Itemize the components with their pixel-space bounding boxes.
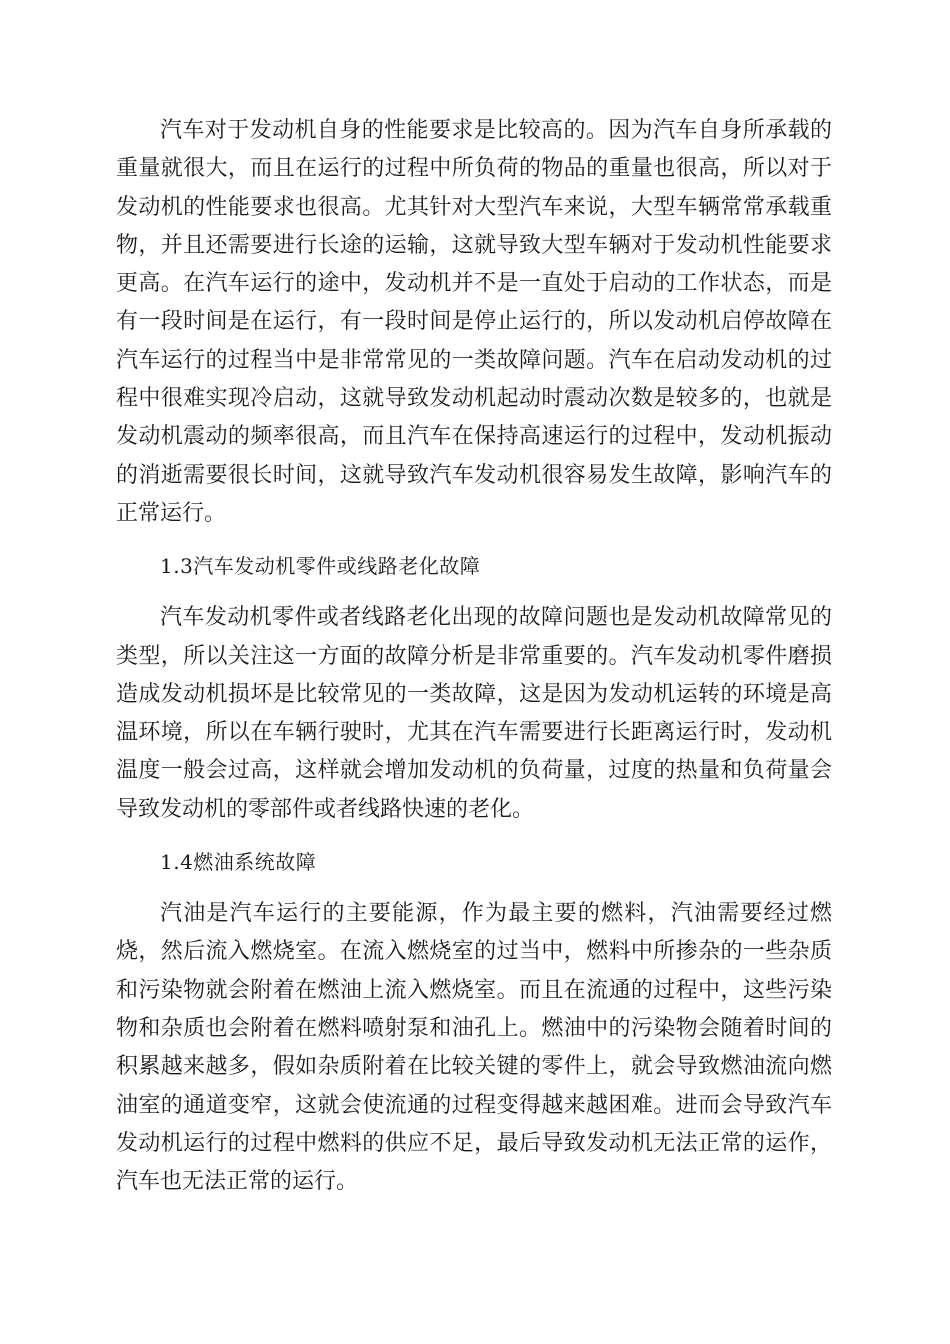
- paragraph-engine-performance: 汽车对于发动机自身的性能要求是比较高的。因为汽车自身所承载的重量就很大，而且在运行的过程中所负荷的物品的重量也很高，所以对于发动机的性能要求也很高。尤其针对大型汽车来说，大型车辆常常承载重物，并且还需要进行长途的运输，这就导致大型车辆对于发动机性能要求更高。在汽车运行的途中，发动机并不是一直处于启动的工作状态，而是有一段时间是在运行，有一段时间是停止运行的，所以发动机启停故障在汽车运行的过程当中是非常常见的一类故障问题。汽车在启动发动机的过程中很难实现冷启动，这就导致发动机起动时震动次数是较多的，也就是发动机震动的频率很高，而且汽车在保持高速运行的过程中，发动机振动的消逝需要很长时间，这就导致汽车发动机很容易发生故障，影响汽车的正常运行。: [116, 118, 832, 526]
- document-body: [116, 112, 832, 1201]
- paragraph-parts-aging: 汽车发动机零件或者线路老化出现的故障问题也是发动机故障常见的类型，所以关注这一方面的故障分析是非常重要的。汽车发动机零件磨损造成发动机损坏是比较常见的一类故障，这是因为发动机运转的环境是高温环境，所以在车辆行驶时，尤其在汽车需要进行长距离运行时，发动机温度一般会过高，这样就会增加发动机的负荷量，过度的热量和负荷量会导致发动机的零部件或者线路快速的老化。: [116, 605, 832, 822]
- spacer: [116, 585, 832, 599]
- section-heading-1-3: 1.3汽车发动机零件或线路老化故障: [160, 554, 481, 579]
- spacer: [116, 533, 832, 547]
- spacer: [116, 829, 832, 843]
- section-heading-1-4: 1.4燃油系统故障: [160, 850, 317, 875]
- paragraph-fuel-system: 汽油是汽车运行的主要能源，作为最主要的燃料，汽油需要经过燃烧，然后流入燃烧室。在流入燃烧室的过当中，燃料中所掺杂的一些杂质和污染物就会附着在燃油上流入燃烧室。而且在流通的过程中，这些污染物和杂质也会附着在燃料喷射泵和油孔上。燃油中的污染物会随着时间的积累越来越多，假如杂质附着在比较关键的零件上，就会导致燃油流向燃油室的通道变窄，这就会使流通的过程变得越来越困难。进而会导致汽车发动机运行的过程中燃料的供应不足，最后导致发动机无法正常的运作，汽车也无法正常的运行。: [116, 901, 832, 1195]
- spacer: [116, 881, 832, 895]
